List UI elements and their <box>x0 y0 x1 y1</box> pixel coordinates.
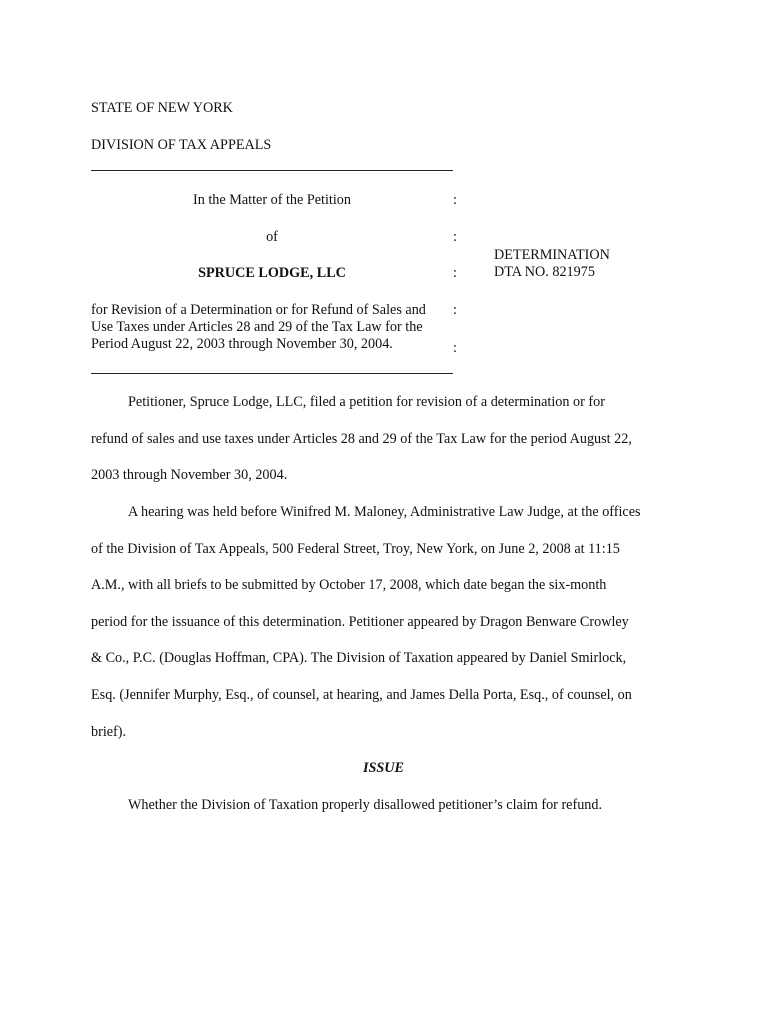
paragraph-line: & Co., P.C. (Douglas Hoffman, CPA). The Division of Taxation appeared by Daniel Smirlock, <box>91 650 627 667</box>
caption-matter-line: In the Matter of the Petition <box>193 192 351 208</box>
paragraph-line: A hearing was held before Winifred M. Maloney, Administrative Law Judge, at the offices <box>128 504 641 520</box>
paragraph-hearing <box>91 504 691 760</box>
division-heading: DIVISION OF TAX APPEALS <box>91 137 272 153</box>
paragraph-line: A.M., with all briefs to be submitted by October 17, 2008, which date began the six-month <box>91 577 607 594</box>
issue-heading: ISSUE <box>362 760 404 776</box>
state-heading: STATE OF NEW YORK <box>91 100 233 116</box>
dta-number: DTA NO. 821975 <box>494 264 595 280</box>
caption-colon: : <box>453 192 457 208</box>
caption-top-rule <box>91 170 453 171</box>
paragraph-line: brief). <box>91 723 127 740</box>
paragraph-line: refund of sales and use taxes under Articles 28 and 29 of the Tax Law for the period August 22, <box>91 430 632 447</box>
caption-purpose-line-2: Use Taxes under Articles 28 and 29 of the Tax Law for the <box>91 319 423 335</box>
caption-of-line: of <box>266 229 278 245</box>
caption-colon: : <box>453 229 457 245</box>
caption-purpose-line-1: for Revision of a Determination or for Refund of Sales and <box>91 302 426 318</box>
paragraph-line: Petitioner, Spruce Lodge, LLC, filed a petition for revision of a determination or for <box>128 394 605 410</box>
paragraph-line: of the Division of Tax Appeals, 500 Federal Street, Troy, New York, on June 2, 2008 at 11:15 <box>91 540 620 557</box>
caption-purpose-line-3: Period August 22, 2003 through November 30, 2004. <box>91 336 393 352</box>
caption-colon: : <box>453 302 457 318</box>
paragraph-line: period for the issuance of this determination. Petitioner appeared by Dragon Benware Crowley <box>91 613 629 630</box>
petitioner-name: SPRUCE LODGE, LLC <box>198 265 346 281</box>
paragraph-petition <box>91 394 691 504</box>
paragraph-line: Esq. (Jennifer Murphy, Esq., of counsel, at hearing, and James Della Porta, Esq., of counsel, on <box>91 686 632 703</box>
caption-colon: : <box>453 340 457 356</box>
caption-colon: : <box>453 265 457 281</box>
determination-label: DETERMINATION <box>494 247 610 263</box>
issue-statement: Whether the Division of Taxation properly disallowed petitioner’s claim for refund. <box>128 797 603 813</box>
paragraph-line: 2003 through November 30, 2004. <box>91 467 288 484</box>
caption-bottom-rule <box>91 373 453 374</box>
